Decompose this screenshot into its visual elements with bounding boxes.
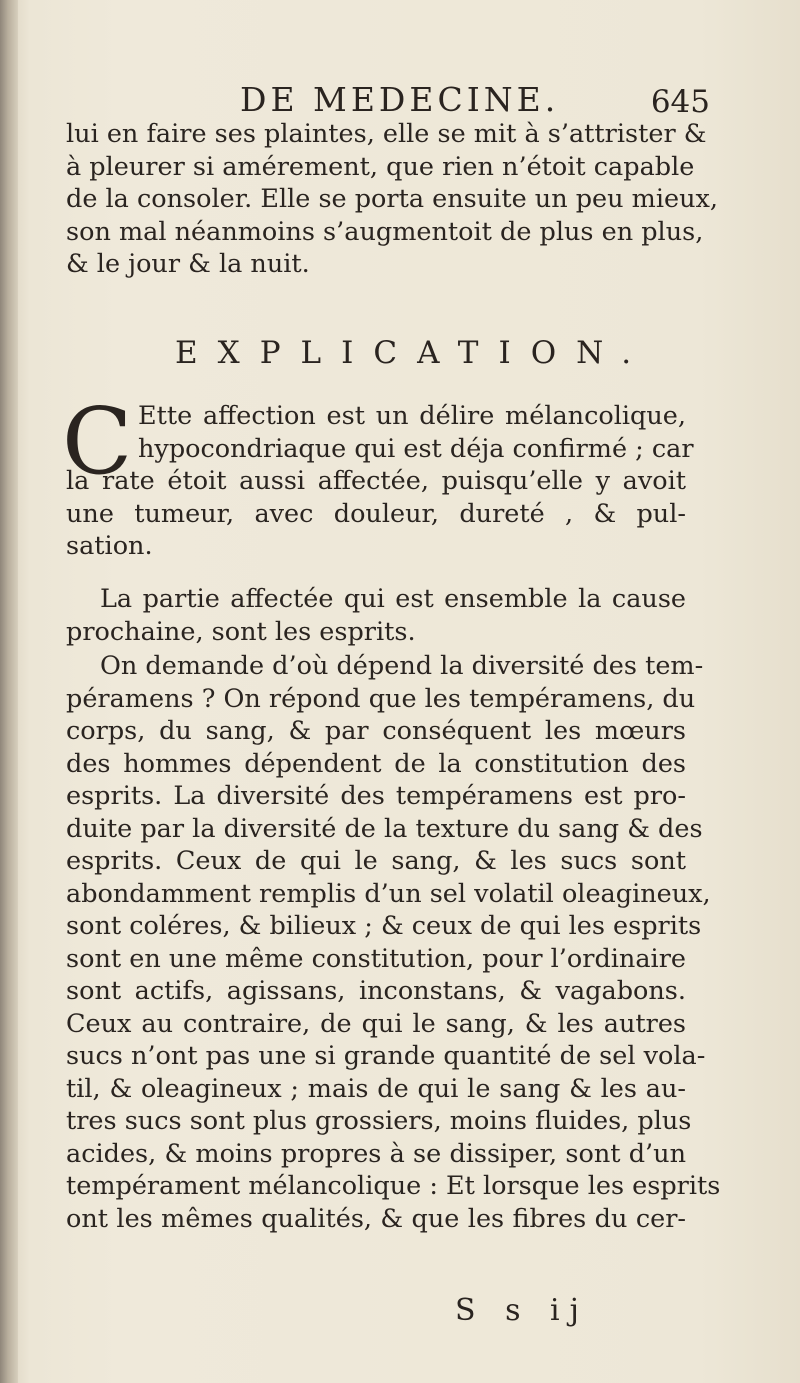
text-line: til, & oleagineux ; mais de qui le sang & les au- (66, 1073, 686, 1104)
text-line: esprits. Ceux de qui le sang, & les sucs sont (66, 846, 686, 876)
section-heading: EXPLICATION. (175, 335, 652, 371)
text-line: sont actifs, agissans, inconstans, & vagabons. (66, 976, 686, 1006)
text-line: corps, du sang, & par conséquent les mœurs (66, 716, 686, 746)
text-line: son mal néanmoins s’augmentoit de plus en plus, (66, 216, 704, 247)
text-line: prochaine, sont les esprits. (66, 616, 416, 647)
text-line: Ette affection est un délire mélancolique, (138, 401, 686, 431)
paragraph-2 (66, 583, 686, 648)
text-line: ont les mêmes qualités, & que les fibres du cer- (66, 1203, 686, 1234)
running-title: DE MEDECINE. (240, 80, 560, 119)
text-line: sont en une même constitution, pour l’ordinaire (66, 943, 686, 974)
text-line: Ceux au contraire, de qui le sang, & les autres (66, 1008, 686, 1039)
text-line: acides, & moins propres à se dissiper, sont d’un (66, 1138, 686, 1169)
text-line: abondamment remplis d’un sel volatil oleagineux, (66, 878, 711, 909)
text-line: On demande d’où dépend la diversité des tem- (100, 651, 704, 681)
text-line: tres sucs sont plus grossiers, moins fluides, plus (66, 1106, 692, 1136)
text-line: & le jour & la nuit. (66, 249, 310, 279)
text-line: duite par la diversité de la texture du sang & des (66, 813, 703, 844)
text-line: La partie affectée qui est ensemble la cause (100, 584, 686, 614)
text-line: lui en faire ses plaintes, elle se mit à s’attrister & (66, 119, 707, 149)
signature-mark: S s ij (455, 1293, 589, 1328)
text-line: sucs n’ont pas une si grande quantité de sel vola- (66, 1041, 706, 1071)
text-line: esprits. La diversité des tempéramens est pro- (66, 781, 686, 811)
text-line: de la consoler. Elle se porta ensuite un peu mieux, (66, 184, 719, 214)
text-line: à pleurer si amérement, que rien n’étoit capable (66, 151, 695, 182)
continuation-paragraph (66, 118, 719, 281)
text-line: la rate étoit aussi affectée, puisqu’elle y avoit (66, 466, 686, 496)
text-line: sation. (66, 531, 153, 561)
text-line: péramens ? On répond que les tempéramens, du (66, 683, 696, 714)
page-gutter (0, 0, 18, 1383)
text-line: une tumeur, avec douleur, dureté , & pul- (66, 498, 686, 529)
text-line: sont coléres, & bilieux ; & ceux de qui les esprits (66, 911, 702, 941)
text-line: des hommes dépendent de la constitution des (66, 748, 686, 779)
text-line: hypocondriaque qui est déja confirmé ; car (138, 433, 694, 464)
paragraph-1 (62, 388, 694, 563)
text-line: tempérament mélancolique : Et lorsque les esprits (66, 1171, 721, 1201)
paragraph-3 (66, 650, 721, 1235)
page-number: 645 (650, 84, 710, 120)
drop-cap: C (62, 388, 133, 495)
